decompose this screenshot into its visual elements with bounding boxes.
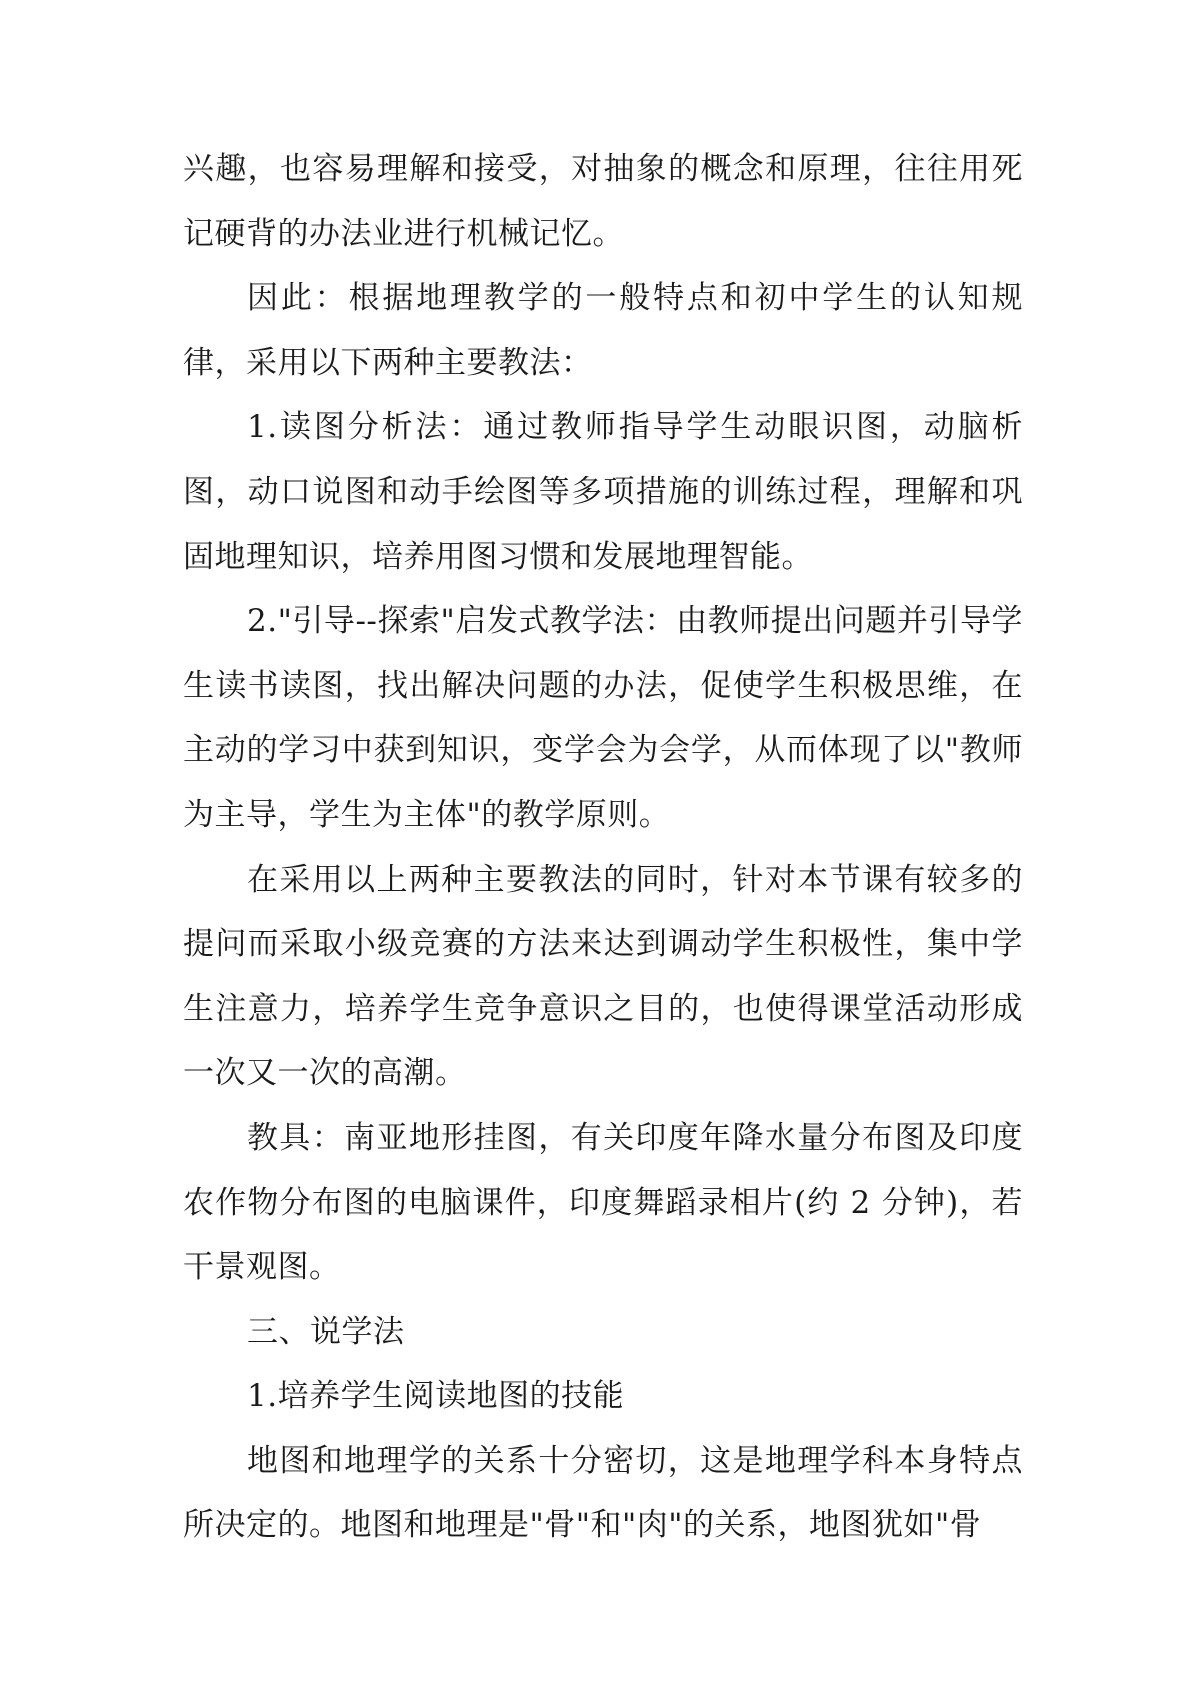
paragraph-map-reading-method: 1.读图分析法：通过教师指导学生动眼识图，动脑析图，动口说图和动手绘图等多项措施的训练过程，理解和巩固地理知识，培养用图习惯和发展地理智能。: [183, 409, 1023, 575]
paragraph-teaching-method-intro: 因此：根据地理教学的一般特点和初中学生的认知规律，采用以下两种主要教法：: [183, 280, 1023, 381]
document-body: [183, 137, 1023, 1558]
paragraph-competition-method: 在采用以上两种主要教法的同时，针对本节课有较多的提问而采取小级竞赛的方法来达到调动学生积极性，集中学生注意力，培养学生竞争意识之目的，也使得课堂活动形成一次又一次的高潮。: [183, 861, 1023, 1092]
section-heading-learning-method: 三、说学法: [247, 1313, 405, 1350]
paragraph-continuation: 兴趣，也容易理解和接受，对抽象的概念和原理，往往用死记硬背的办法业进行机械记忆。: [183, 151, 1023, 252]
paragraph-teaching-aids: 教具：南亚地形挂图，有关印度年降水量分布图及印度农作物分布图的电脑课件，印度舞蹈录相片(约 2 分钟)，若干景观图。: [183, 1119, 1023, 1286]
paragraph-guided-exploration-method: 2."引导--探索"启发式教学法：由教师提出问题并引导学生读书读图，找出解决问题的办法，促使学生积极思维，在主动的学习中获到知识，变学会为会学，从而体现了以"教师为主导，学生为主体"的教学原则。: [183, 603, 1023, 833]
paragraph-map-geography-relation: 地图和地理学的关系十分密切，这是地理学科本身特点所决定的。地图和地理是"骨"和"肉"的关系，地图犹如"骨: [183, 1442, 1023, 1544]
subheading-map-skills: 1.培养学生阅读地图的技能: [247, 1378, 625, 1415]
